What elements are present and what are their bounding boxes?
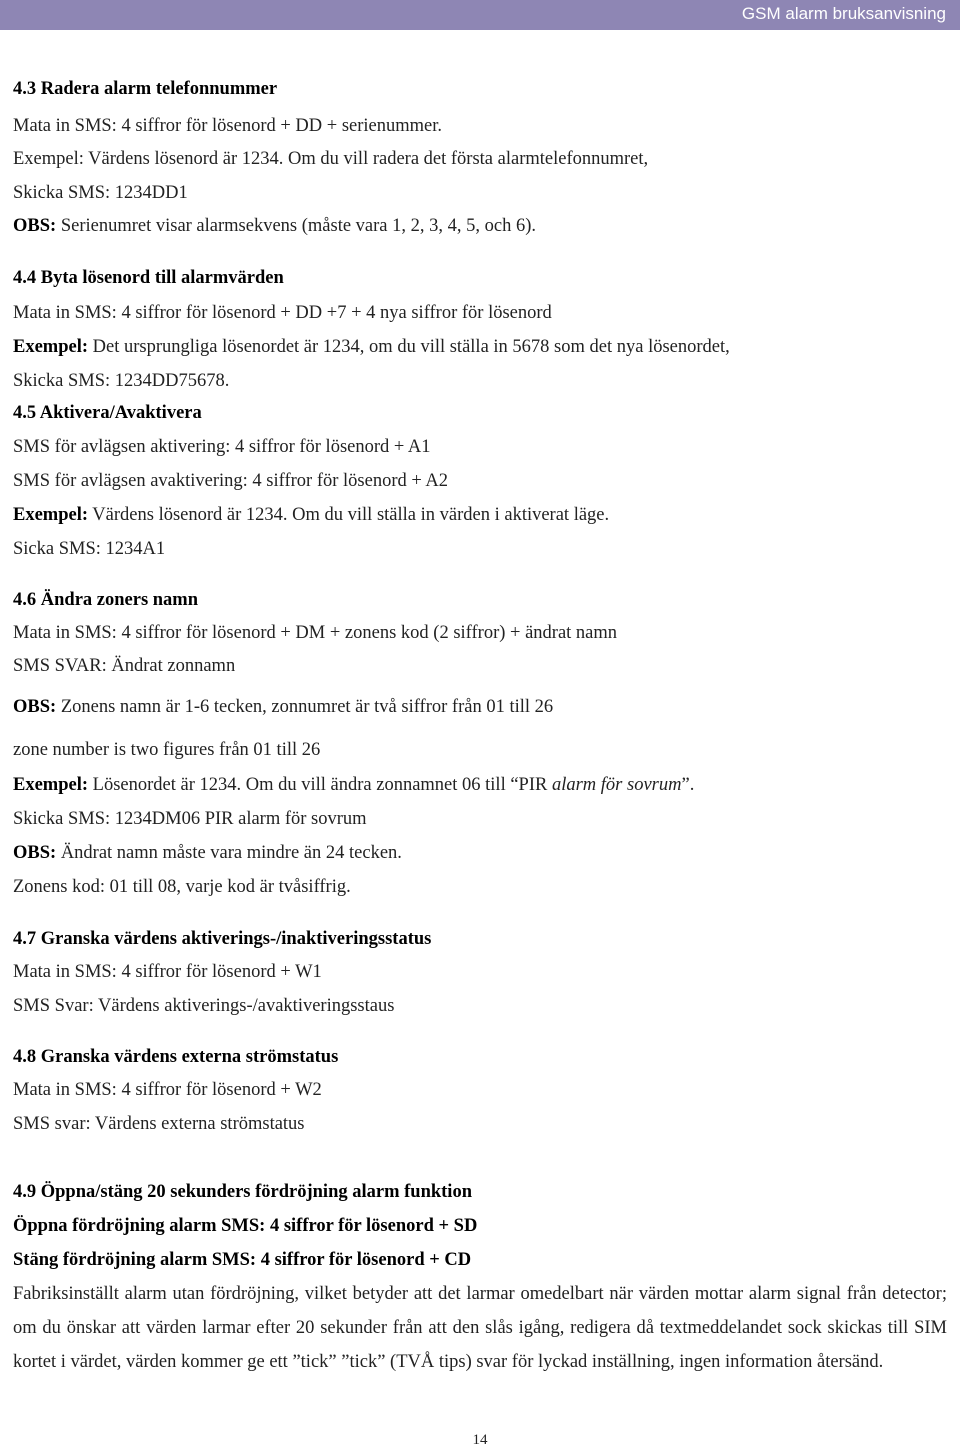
obs-label: OBS: <box>13 843 57 863</box>
exempel-text: Det ursprungliga lösenordet är 1234, om du vill ställa in 5678 som det nya lösenordet, <box>88 337 730 357</box>
section-4-4-line-3: Skicka SMS: 1234DD75678. <box>13 371 230 391</box>
obs-text: Ändrat namn måste vara mindre än 24 tecken. <box>56 843 402 863</box>
exempel-text-end: ”. <box>681 775 695 795</box>
section-4-5-heading: 4.5 Aktivera/Avaktivera <box>13 403 202 423</box>
section-4-5-line-4: Sicka SMS: 1234A1 <box>13 539 166 559</box>
section-4-3-line-3: Skicka SMS: 1234DD1 <box>13 183 188 203</box>
exempel-label: Exempel: <box>13 505 89 525</box>
section-4-4-heading: 4.4 Byta lösenord till alarmvärden <box>13 268 284 288</box>
exempel-italic-text: alarm för sovrum <box>551 775 682 795</box>
exempel-text: Värdens lösenord är 1234. Om du vill ställa in värden i aktiverat läge. <box>88 505 610 525</box>
obs-label: OBS: <box>13 216 57 236</box>
section-4-4-line-1: Mata in SMS: 4 siffror för lösenord + DD +7 + 4 nya siffror för lösenord <box>13 303 552 323</box>
section-4-5-line-3 <box>13 504 609 526</box>
section-4-6-heading: 4.6 Ändra zoners namn <box>13 590 199 610</box>
exempel-label: Exempel: <box>13 337 89 357</box>
section-4-3-heading: 4.3 Radera alarm telefonnummer <box>13 79 278 99</box>
section-4-3-line-2: Exempel: Värdens lösenord är 1234. Om du vill radera det första alarmtelefonnumret, <box>13 149 649 169</box>
exempel-label: Exempel: <box>13 775 89 795</box>
section-4-6-line-3 <box>13 696 553 718</box>
section-4-7-line-1: Mata in SMS: 4 siffror för lösenord + W1 <box>13 962 322 982</box>
obs-label: OBS: <box>13 697 57 717</box>
obs-text: Serienumret visar alarmsekvens (måste vara 1, 2, 3, 4, 5, och 6). <box>56 216 537 236</box>
section-4-6-line-7 <box>13 842 402 864</box>
section-4-6-line-8: Zonens kod: 01 till 08, varje kod är tvåsiffrig. <box>13 877 351 897</box>
section-4-5-line-2: SMS för avlägsen avaktivering: 4 siffror för lösenord + A2 <box>13 471 449 491</box>
page-number: 14 <box>472 1432 488 1448</box>
section-4-6-line-2: SMS SVAR: Ändrat zonnamn <box>13 656 236 676</box>
section-4-9-line-2: Stäng fördröjning alarm SMS: 4 siffror för lösenord + CD <box>13 1250 472 1270</box>
section-4-8-line-2: SMS svar: Värdens externa strömstatus <box>13 1114 305 1134</box>
section-4-8-heading: 4.8 Granska värdens externa strömstatus <box>13 1047 339 1067</box>
section-4-6-line-6: Skicka SMS: 1234DM06 PIR alarm för sovrum <box>13 809 367 829</box>
section-4-3-line-4 <box>13 215 536 237</box>
section-4-9-paragraph: Fabriksinställt alarm utan fördröjning, vilket betyder att det larmar omedelbart när värden mottar alarm signal från detector; om du önskar att värden larmar efter 20 sekunder från att den slås igång, redigera då textmeddelandet sock skickas till SIM kortet i värdet, värden kommer ge ett ”tick” ”tick” (TVÅ tips) svar för lyckad inställning, ingen information återsänd. <box>13 1284 947 1372</box>
section-4-9-line-1: Öppna fördröjning alarm SMS: 4 siffror för lösenord + SD <box>13 1216 478 1236</box>
document-title: GSM alarm bruksanvisning <box>741 4 946 23</box>
section-4-4-line-2 <box>13 336 730 358</box>
section-4-6-line-5 <box>13 774 694 796</box>
section-4-3-line-1: Mata in SMS: 4 siffror för lösenord + DD + serienummer. <box>13 116 443 136</box>
section-4-7-heading: 4.7 Granska värdens aktiverings-/inaktiveringsstatus <box>13 929 432 949</box>
header-bar <box>0 0 960 30</box>
section-4-5-line-1: SMS för avlägsen aktivering: 4 siffror för lösenord + A1 <box>13 437 431 457</box>
section-4-8-line-1: Mata in SMS: 4 siffror för lösenord + W2 <box>13 1080 322 1100</box>
section-4-9-heading: 4.9 Öppna/stäng 20 sekunders fördröjning alarm funktion <box>13 1182 472 1202</box>
exempel-text: Lösenordet är 1234. Om du vill ändra zonnamnet 06 till “PIR <box>88 775 552 795</box>
section-4-6-line-1: Mata in SMS: 4 siffror för lösenord + DM + zonens kod (2 siffror) + ändrat namn <box>13 623 618 643</box>
section-4-6-line-4: zone number is two figures från 01 till 26 <box>13 740 321 760</box>
section-4-7-line-2: SMS Svar: Värdens aktiverings-/avaktiveringsstaus <box>13 996 395 1016</box>
obs-text: Zonens namn är 1-6 tecken, zonnumret är två siffror från 01 till 26 <box>56 697 554 717</box>
